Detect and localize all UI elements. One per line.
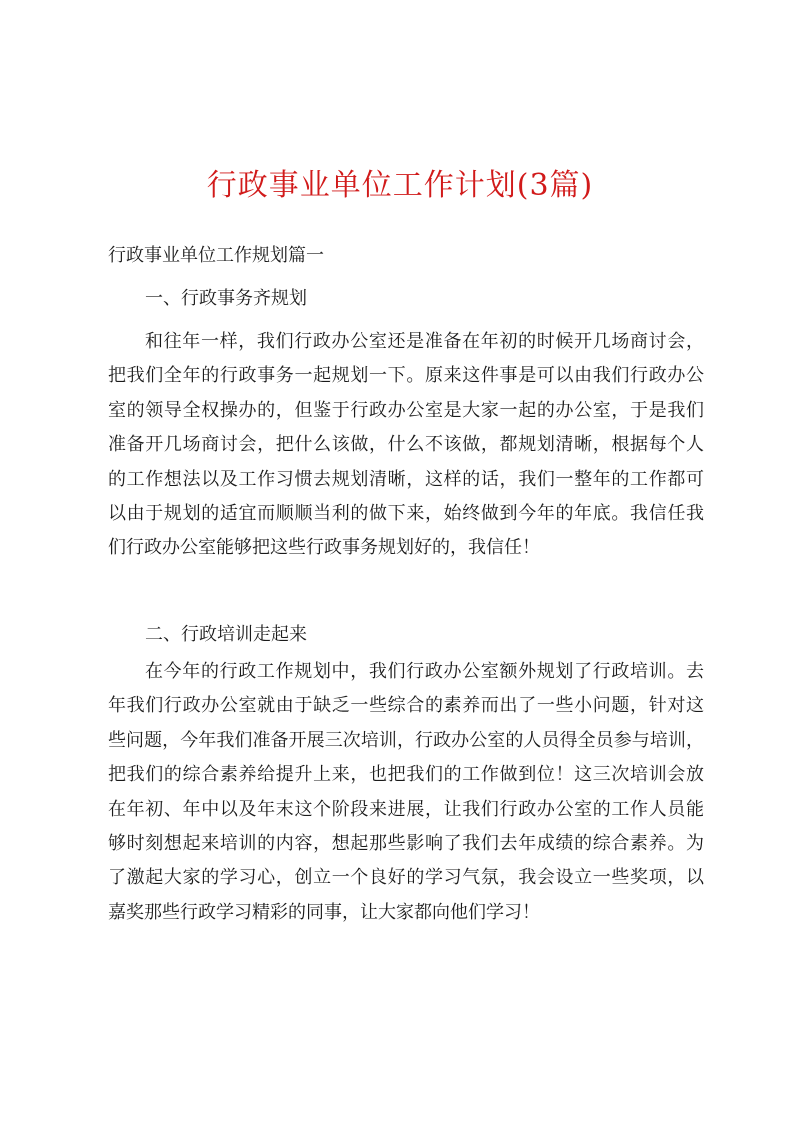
section-paragraph-2 [108,655,704,930]
paragraph-line: 些问题，今年我们准备开展三次培训，行政办公室的人员得全员参与培训， [108,729,704,751]
paragraph-line: 把我们的综合素养给提升上来，也把我们的工作做到位！这三次培训会放 [108,764,704,786]
paragraph-line: 了激起大家的学习心，创立一个良好的学习气氛，我会设立一些奖项，以 [108,867,704,889]
paragraph-line: 以由于规划的适宜而顺顺当利的做下来，始终做到今年的年底。我信任我 [108,503,704,525]
paragraph-line: 在今年的行政工作规划中，我们行政办公室额外规划了行政培训。去 [145,661,704,682]
section-paragraph-1 [108,325,704,566]
document-title: 行政事业单位工作计划(3篇) [206,168,594,203]
paragraph-line: 够时刻想起来培训的内容，想起那些影响了我们去年成绩的综合素养。为 [108,833,704,855]
paragraph-line: 和往年一样，我们行政办公室还是准备在年初的时候开几场商讨会， [145,331,704,352]
paragraph-line: 年我们行政办公室就由于缺乏一些综合的素养而出了一些小问题，针对这 [108,695,704,717]
paragraph-line: 嘉奖那些行政学习精彩的同事，让大家都向他们学习！ [108,901,540,923]
paragraph-line: 准备开几场商讨会，把什么该做，什么不该做，都规划清晰，根据每个人 [108,434,704,456]
paragraph-line: 在年初、年中以及年末这个阶段来进展，让我们行政办公室的工作人员能 [108,798,704,820]
paragraph-line: 室的领导全权操办的，但鉴于行政办公室是大家一起的办公室，于是我们 [108,399,704,421]
section-heading-1: 一、行政事务齐规划 [145,288,307,309]
paragraph-line: 的工作想法以及工作习惯去规划清晰，这样的话，我们一整年的工作都可 [108,468,704,490]
paragraph-line: 们行政办公室能够把这些行政事务规划好的，我信任！ [108,537,540,559]
paragraph-line: 把我们全年的行政事务一起规划一下。原来这件事是可以由我们行政办公 [108,365,704,387]
document-subtitle: 行政事业单位工作规划篇一 [108,245,324,266]
section-heading-2: 二、行政培训走起来 [145,624,307,645]
